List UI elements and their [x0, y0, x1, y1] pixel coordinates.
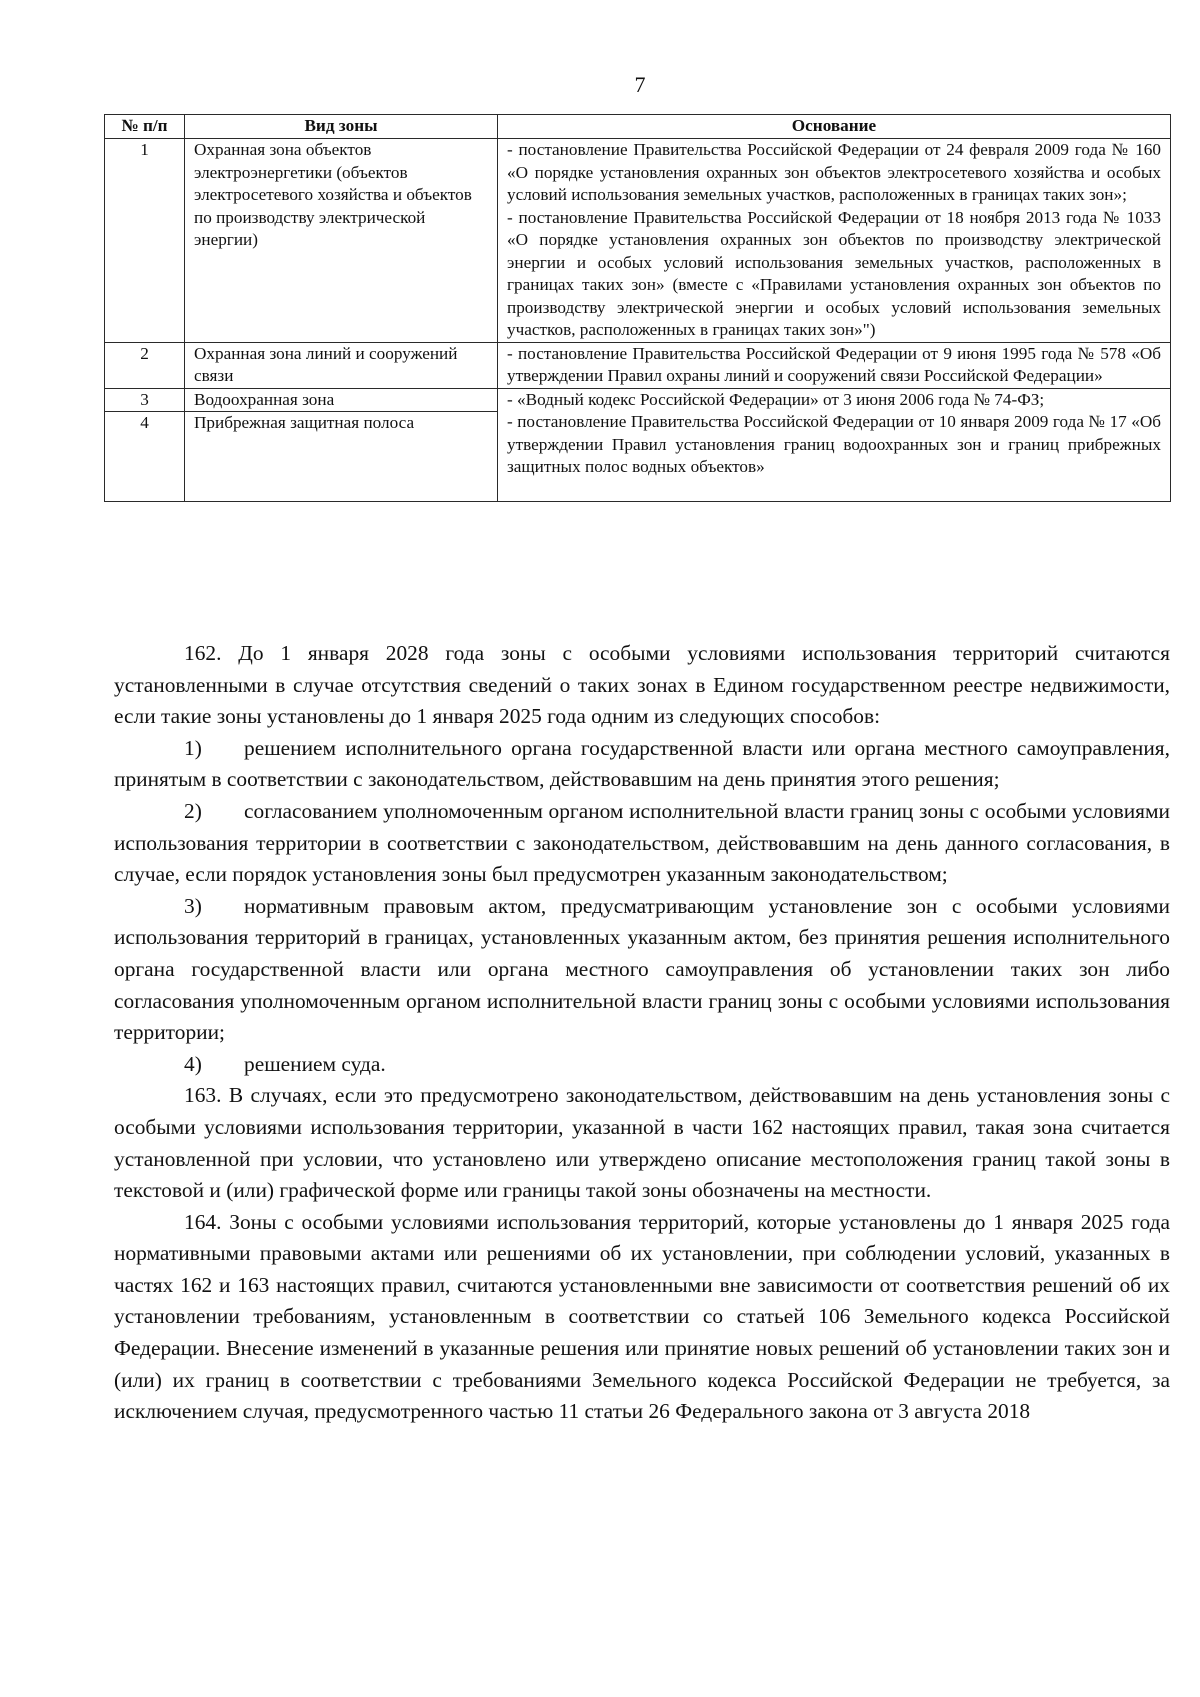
list-item [114, 796, 1170, 891]
column-header-number: № п/п [105, 115, 185, 139]
body-text [114, 638, 1170, 1428]
paragraph-163: 163. В случаях, если это предусмотрено законодательством, действовавшим на день установления зоны с особыми условиями использования территории, указанной в части 162 настоящих правил, такая зона считается установленной при условии, что установлено или утверждено описание местоположения границ такой зоны в текстовой и (или) графической форме или границы такой зоны обозначены на местности. [114, 1083, 1170, 1203]
basis-entry: - «Водный кодекс Российской Федерации» от 3 июня 2006 года № 74-ФЗ; [507, 389, 1045, 409]
list-item-marker: 3) [184, 893, 202, 918]
page-number: 7 [634, 72, 646, 97]
table-row [105, 139, 1171, 343]
row-number: 3 [105, 388, 185, 412]
basis-cell [498, 342, 1171, 388]
list-item-text: нормативным правовым актом, предусматривающим установление зон с особыми условиями использования территорий в границах, установленных указанным актом, без принятия решения исполнительного органа государственной власти или органа местного самоуправления об установлении таких зон либо согласования уполномоченным органом исполнительной власти границ зоны с особыми условиями использования территории; [114, 893, 1170, 1045]
paragraph-164: 164. Зоны с особыми условиями использования территорий, которые установлены до 1 января 2025 года нормативными правовыми актами или решениями об их установлении, при соблюдении условий, указанных в частях 162 и 163 настоящих правил, считаются установленными вне зависимости от соответствия решений об их установлении требованиям, установленным в соответствии со статьей 106 Земельного кодекса Российской Федерации. Внесение изменений в указанные решения или принятие новых решений об установлении таких зон и (или) их границ в соответствии с требованиями Земельного кодекса Российской Федерации не требуется, за исключением случая, предусмотренного частью 11 статьи 26 Федерального закона от 3 августа 2018 [114, 1209, 1170, 1424]
zone-type-cell: Водоохранная зона [185, 388, 498, 412]
zone-type-cell: Охранная зона объектов электроэнергетики (объектов электросетевого хозяйства и объектов по производству электрической энергии) [185, 139, 498, 343]
table-row [105, 388, 1171, 412]
basis-cell [498, 388, 1171, 502]
basis-entry: - постановление Правительства Российской Федерации от 10 января 2009 года № 17 «Об утверждении Правил установления границ водоохранных зон и границ прибрежных защитных полос водных объектов» [507, 412, 1161, 476]
list-item-marker: 1) [184, 735, 202, 760]
row-number: 2 [105, 342, 185, 388]
list-item-text: решением суда. [244, 1051, 386, 1076]
list-item [114, 1049, 1170, 1081]
list-item [114, 891, 1170, 1049]
column-header-basis: Основание [498, 115, 1171, 139]
basis-cell [498, 139, 1171, 343]
list-item-text: согласованием уполномоченным органом исполнительной власти границ зоны с особыми условиями использования территории в соответствии с законодательством, действовавшим на день данного согласования, в случае, если порядок установления зоны был предусмотрен указанным законодательством; [114, 798, 1170, 887]
list-item-text: решением исполнительного органа государственной власти или органа местного самоуправления, принятым в соответствии с законодательством, действовавшим на день принятия этого решения; [114, 735, 1170, 792]
row-number: 1 [105, 139, 185, 343]
zone-type-cell: Прибрежная защитная полоса [185, 412, 498, 502]
list-item-marker: 2) [184, 798, 202, 823]
paragraph-162: 162. До 1 января 2028 года зоны с особыми условиями использования территорий считаются установленными в случае отсутствия сведений о таких зонах в Едином государственном реестре недвижимости, если такие зоны установлены до 1 января 2025 года одним из следующих способов: [114, 641, 1170, 729]
zones-table [104, 114, 1171, 502]
basis-entry: - постановление Правительства Российской Федерации от 18 ноября 2013 года № 1033 «О порядке установления охранных зон объектов по производству электрической энергии и особых условий использования земельных участков, расположенных в границах таких зон» (вместе с «Правилами установления охранных зон объектов по производству электрической энергии и особых условий использования земельных участков, расположенных в границах таких зон»") [507, 207, 1161, 339]
basis-entry: - постановление Правительства Российской Федерации от 24 февраля 2009 года № 160 «О порядке установления охранных зон объектов электросетевого хозяйства и особых условий использования земельных участков, расположенных в границах таких зон»; [507, 140, 1161, 204]
row-number: 4 [105, 412, 185, 502]
list-item [114, 733, 1170, 796]
list-item-marker: 4) [184, 1051, 202, 1076]
column-header-zone-type: Вид зоны [185, 115, 498, 139]
table-header-row [105, 115, 1171, 139]
table-row [105, 342, 1171, 388]
basis-entry: - постановление Правительства Российской Федерации от 9 июня 1995 года № 578 «Об утверждении Правил охраны линий и сооружений связи Российской Федерации» [507, 343, 1161, 385]
zone-type-cell: Охранная зона линий и сооружений связи [185, 342, 498, 388]
